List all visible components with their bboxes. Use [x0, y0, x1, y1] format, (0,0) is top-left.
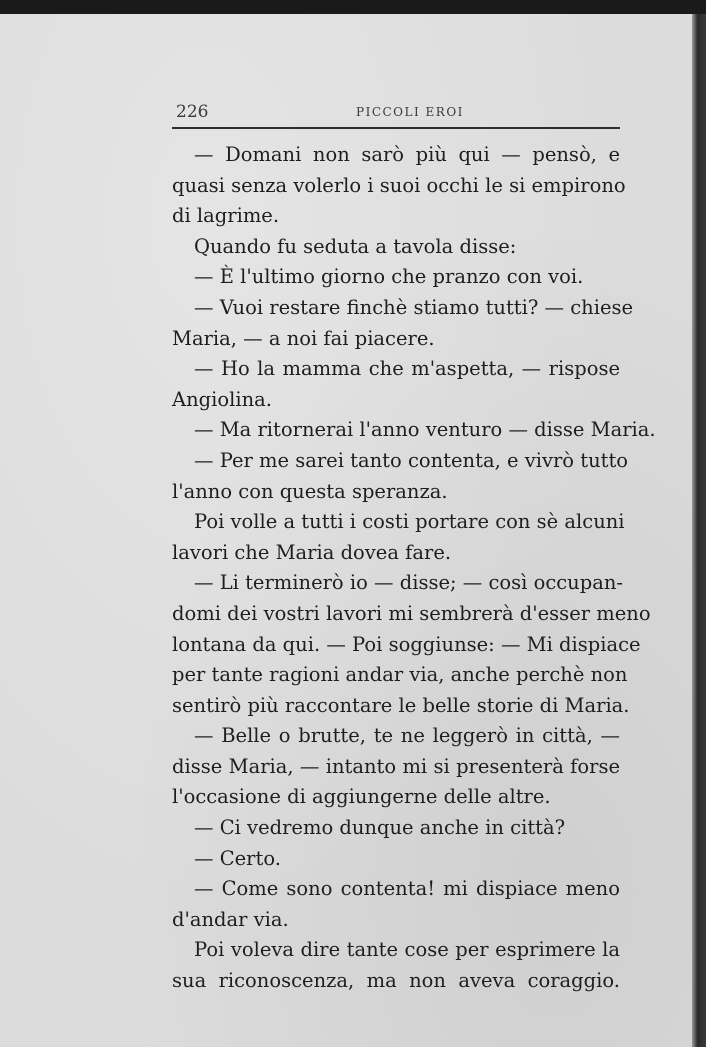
text-line: — Ci vedremo dunque anche in città? — [194, 816, 566, 840]
running-head — [170, 96, 620, 130]
text-line: lontana da qui. — Poi soggiunse: — Mi dispiace — [172, 632, 641, 656]
body-text — [172, 140, 656, 997]
page-right-edge — [692, 14, 706, 1047]
text-line: — Come sono contenta! mi dispiace meno — [194, 877, 620, 901]
text-line: domi dei vostri lavori mi sembrerà d'esser meno — [172, 601, 651, 625]
header-rule — [172, 127, 620, 129]
text-line: — Li terminerò io — disse; — così occupan- — [194, 571, 623, 595]
text-line: per tante ragioni andar via, anche perchè non — [172, 663, 628, 687]
text-line: d'andar via. — [172, 907, 289, 931]
text-line: — Vuoi restare finchè stiamo tutti? — chiese — [194, 295, 634, 319]
text-line: l'anno con questa speranza. — [172, 479, 448, 503]
text-line: Quando fu seduta a tavola disse: — [194, 234, 517, 258]
text-line: Angiolina. — [172, 387, 272, 411]
text-line: — Per me sarei tanto contenta, e vivrò tutto — [194, 448, 629, 472]
running-title: PICCOLI EROI — [356, 105, 464, 119]
text-line: — È l'ultimo giorno che pranzo con voi. — [194, 265, 584, 289]
text-line: Poi volle a tutti i costi portare con sè alcuni — [194, 510, 625, 534]
text-line: — Ho la mamma che m'aspetta, — rispose — [194, 357, 620, 381]
text-line: — Domani non sarò più qui — pensò, e — [194, 143, 620, 166]
text-line: lavori che Maria dovea fare. — [172, 540, 452, 564]
text-line: Maria, — a noi fai piacere. — [172, 326, 435, 350]
text-line: di lagrime. — [172, 204, 280, 228]
text-line: — Certo. — [194, 846, 281, 870]
text-line: sentirò più raccontare le belle storie di Maria. — [172, 693, 630, 717]
text-line: — Belle o brutte, te ne leggerò in città, — — [194, 724, 620, 748]
text-line: quasi senza volerlo i suoi occhi le si empirono — [172, 173, 626, 197]
text-line: Poi voleva dire tante cose per esprimere la — [194, 938, 620, 962]
text-line: l'occasione di aggiungerne delle altre. — [172, 785, 551, 809]
text-line: sua riconoscenza, ma non aveva coraggio. — [172, 969, 620, 993]
text-line: disse Maria, — intanto mi si presenterà forse — [172, 754, 620, 778]
page-number: 226 — [176, 102, 209, 122]
text-line: — Ma ritornerai l'anno venturo — disse Maria. — [194, 418, 656, 442]
